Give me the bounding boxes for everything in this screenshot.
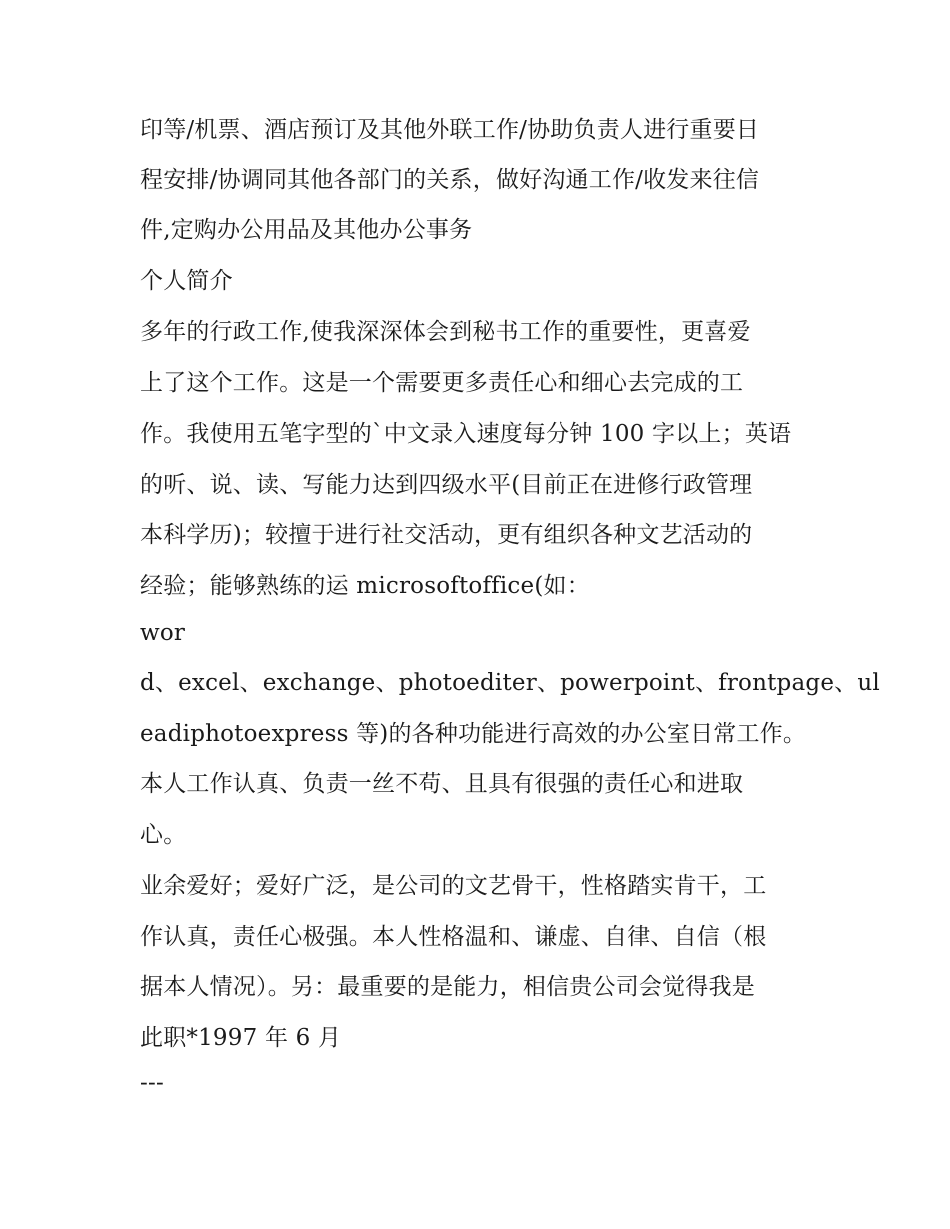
text-line: 印等/机票、酒店预订及其他外联工作/协助负责人进行重要日 bbox=[140, 117, 760, 143]
text-line: 此职*1997 年 6 月 bbox=[140, 1025, 342, 1051]
text-line: 件,定购办公用品及其他办公事务 bbox=[140, 217, 473, 243]
text-line: 经验；能够熟练的运 microsoftoffice(如： bbox=[140, 573, 590, 599]
text-line: wor bbox=[140, 620, 186, 646]
text-line: 上了这个工作。这是一个需要更多责任心和细心去完成的工 bbox=[140, 370, 744, 396]
text-line: eadiphotoexpress 等)的各种功能进行高效的办公室日常工作。 bbox=[140, 721, 807, 747]
text-line: 本科学历)；较擅于进行社交活动，更有组织各种文艺活动的 bbox=[140, 522, 753, 548]
text-line: 多年的行政工作,使我深深体会到秘书工作的重要性，更喜爱 bbox=[140, 319, 751, 345]
separator-text: --- bbox=[140, 1070, 164, 1096]
text-line: 作。我使用五笔字型的`中文录入速度每分钟 100 字以上；英语 bbox=[140, 421, 792, 447]
text-line: d、excel、exchange、photoediter、powerpoint、frontpage、ul bbox=[140, 670, 880, 696]
text-line: 业余爱好；爱好广泛，是公司的文艺骨干，性格踏实肯干，工 bbox=[140, 873, 767, 899]
text-line: 作认真，责任心极强。本人性格温和、谦虚、自律、自信（根 bbox=[140, 924, 767, 950]
text-line: 的听、说、读、写能力达到四级水平(目前正在进修行政管理 bbox=[140, 472, 753, 498]
text-line: 程安排/协调同其他各部门的关系，做好沟通工作/收发来往信 bbox=[140, 167, 760, 193]
text-line: 本人工作认真、负责一丝不苟、且具有很强的责任心和进取 bbox=[140, 771, 744, 797]
text-line: 心。 bbox=[140, 822, 187, 848]
section-heading-personal-profile: 个人简介 bbox=[140, 268, 233, 294]
text-line: 据本人情况）。另：最重要的是能力，相信贵公司会觉得我是 bbox=[140, 974, 755, 1000]
